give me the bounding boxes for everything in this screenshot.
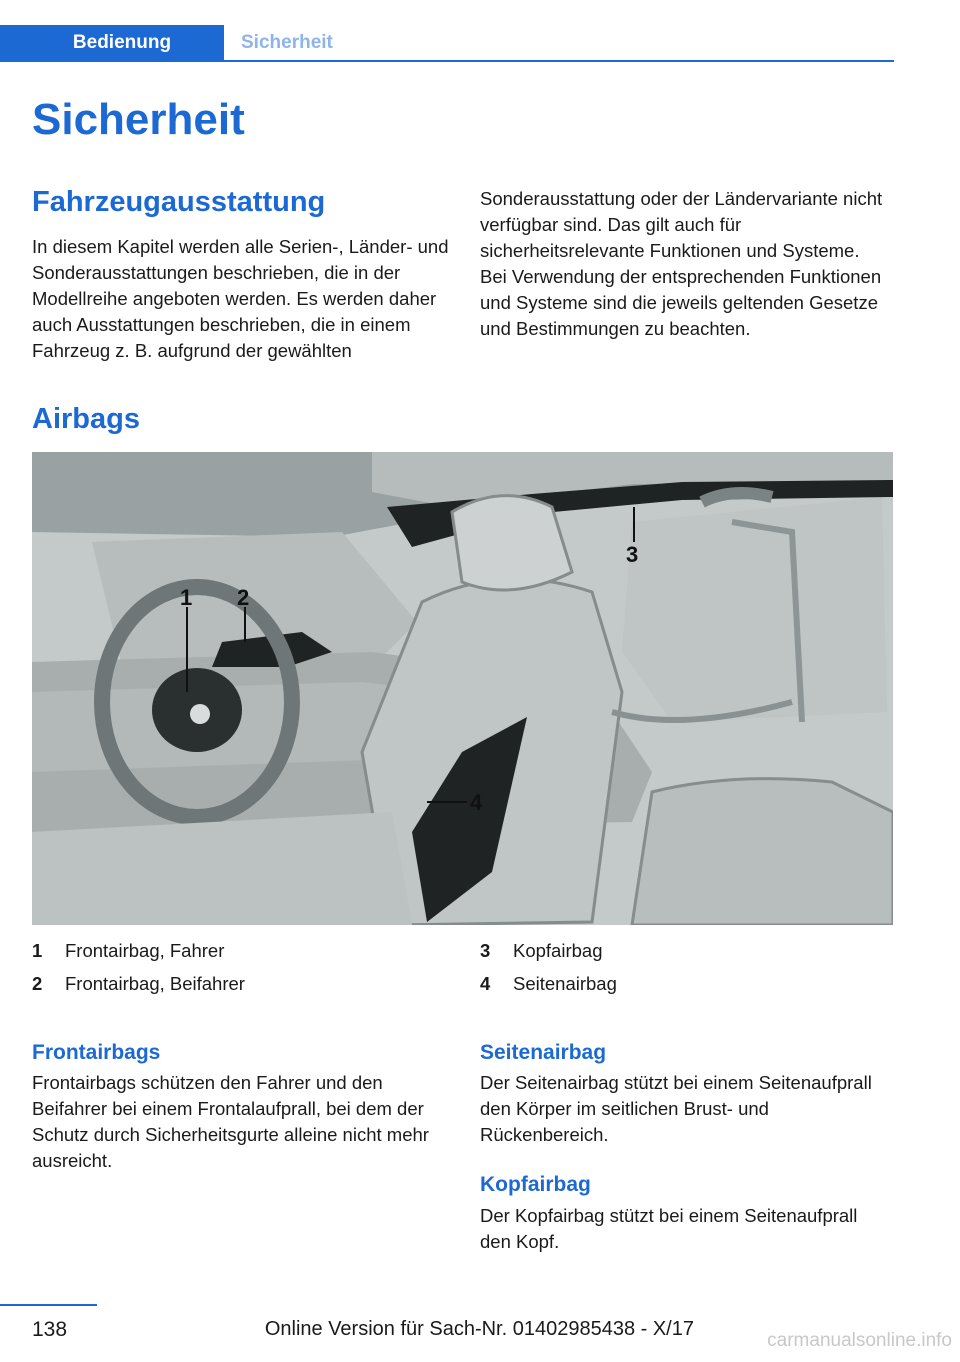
kopfairbag-text: Der Kopfairbag stützt bei einem Seitenaufprall den Kopf. xyxy=(480,1205,858,1252)
airbag-illustration xyxy=(32,452,893,925)
legend-number: 4 xyxy=(480,973,491,994)
legend-item xyxy=(480,967,617,1000)
legend-label: Seitenairbag xyxy=(513,973,617,994)
legend-item xyxy=(480,934,617,967)
figure-legend-right xyxy=(480,934,617,1000)
legend-number: 3 xyxy=(480,940,491,961)
heading-frontairbags: Frontairbags xyxy=(32,1041,161,1064)
header-divider xyxy=(0,60,894,62)
footer-divider xyxy=(0,1304,97,1306)
watermark: carmanualsonline.info xyxy=(767,1330,952,1351)
page-title: Sicherheit xyxy=(32,95,245,144)
heading-airbags: Airbags xyxy=(32,403,140,435)
callout-2: 2 xyxy=(237,585,250,610)
heading-kopfairbag: Kopfairbag xyxy=(480,1173,591,1196)
figure-legend-left xyxy=(32,934,245,1000)
legend-item xyxy=(32,934,245,967)
tab-sicherheit[interactable]: Sicherheit xyxy=(241,32,333,53)
online-version-note: Online Version für Sach-Nr. 01402985438 - X/17 xyxy=(264,1318,694,1340)
callout-3: 3 xyxy=(626,542,639,567)
fahrzeug-text-col2: Sonderausstattung oder der Ländervariante nicht verfügbar sind. Das gilt auch für sicherheitsrelevante Funktionen und Systeme. Bei Verwendung der entsprechenden Funktionen und Systeme sind die jeweils geltenden Gesetze und Bestimmungen zu beachten. xyxy=(480,188,883,339)
section-tabs xyxy=(0,25,894,62)
page-number: 138 xyxy=(32,1318,68,1341)
legend-item xyxy=(32,967,245,1000)
heading-fahrzeugausstattung: Fahrzeugausstattung xyxy=(32,186,326,218)
tab-bedienung[interactable]: Bedienung xyxy=(0,25,224,60)
legend-number: 2 xyxy=(32,973,43,994)
callout-1: 1 xyxy=(180,585,193,610)
frontairbags-text: Frontairbags schützen den Fahrer und den Beifahrer bei einem Frontalaufprall, bei dem der Schutz durch Sicherheitsgurte alleine nicht mehr ausreicht. xyxy=(32,1072,429,1171)
fahrzeug-text-col1: In diesem Kapitel werden alle Serien-, Länder- und Sonderausstattungen beschrieben, die in der Modellreihe angeboten werden. Es werden daher auch Ausstattungen beschrieben, die in einem Fahrzeug z. B. aufgrund der gewählten xyxy=(32,236,449,361)
seitenairbag-text: Der Seitenairbag stützt bei einem Seitenaufprall den Körper im seitlichen Brust- und Rückenbereich. xyxy=(480,1072,872,1145)
callout-4: 4 xyxy=(470,790,483,815)
legend-number: 1 xyxy=(32,940,43,961)
legend-label: Frontairbag, Fahrer xyxy=(65,940,225,961)
legend-label: Kopfairbag xyxy=(513,940,603,961)
heading-seitenairbag: Seitenairbag xyxy=(480,1041,607,1064)
legend-label: Frontairbag, Beifahrer xyxy=(65,973,245,994)
